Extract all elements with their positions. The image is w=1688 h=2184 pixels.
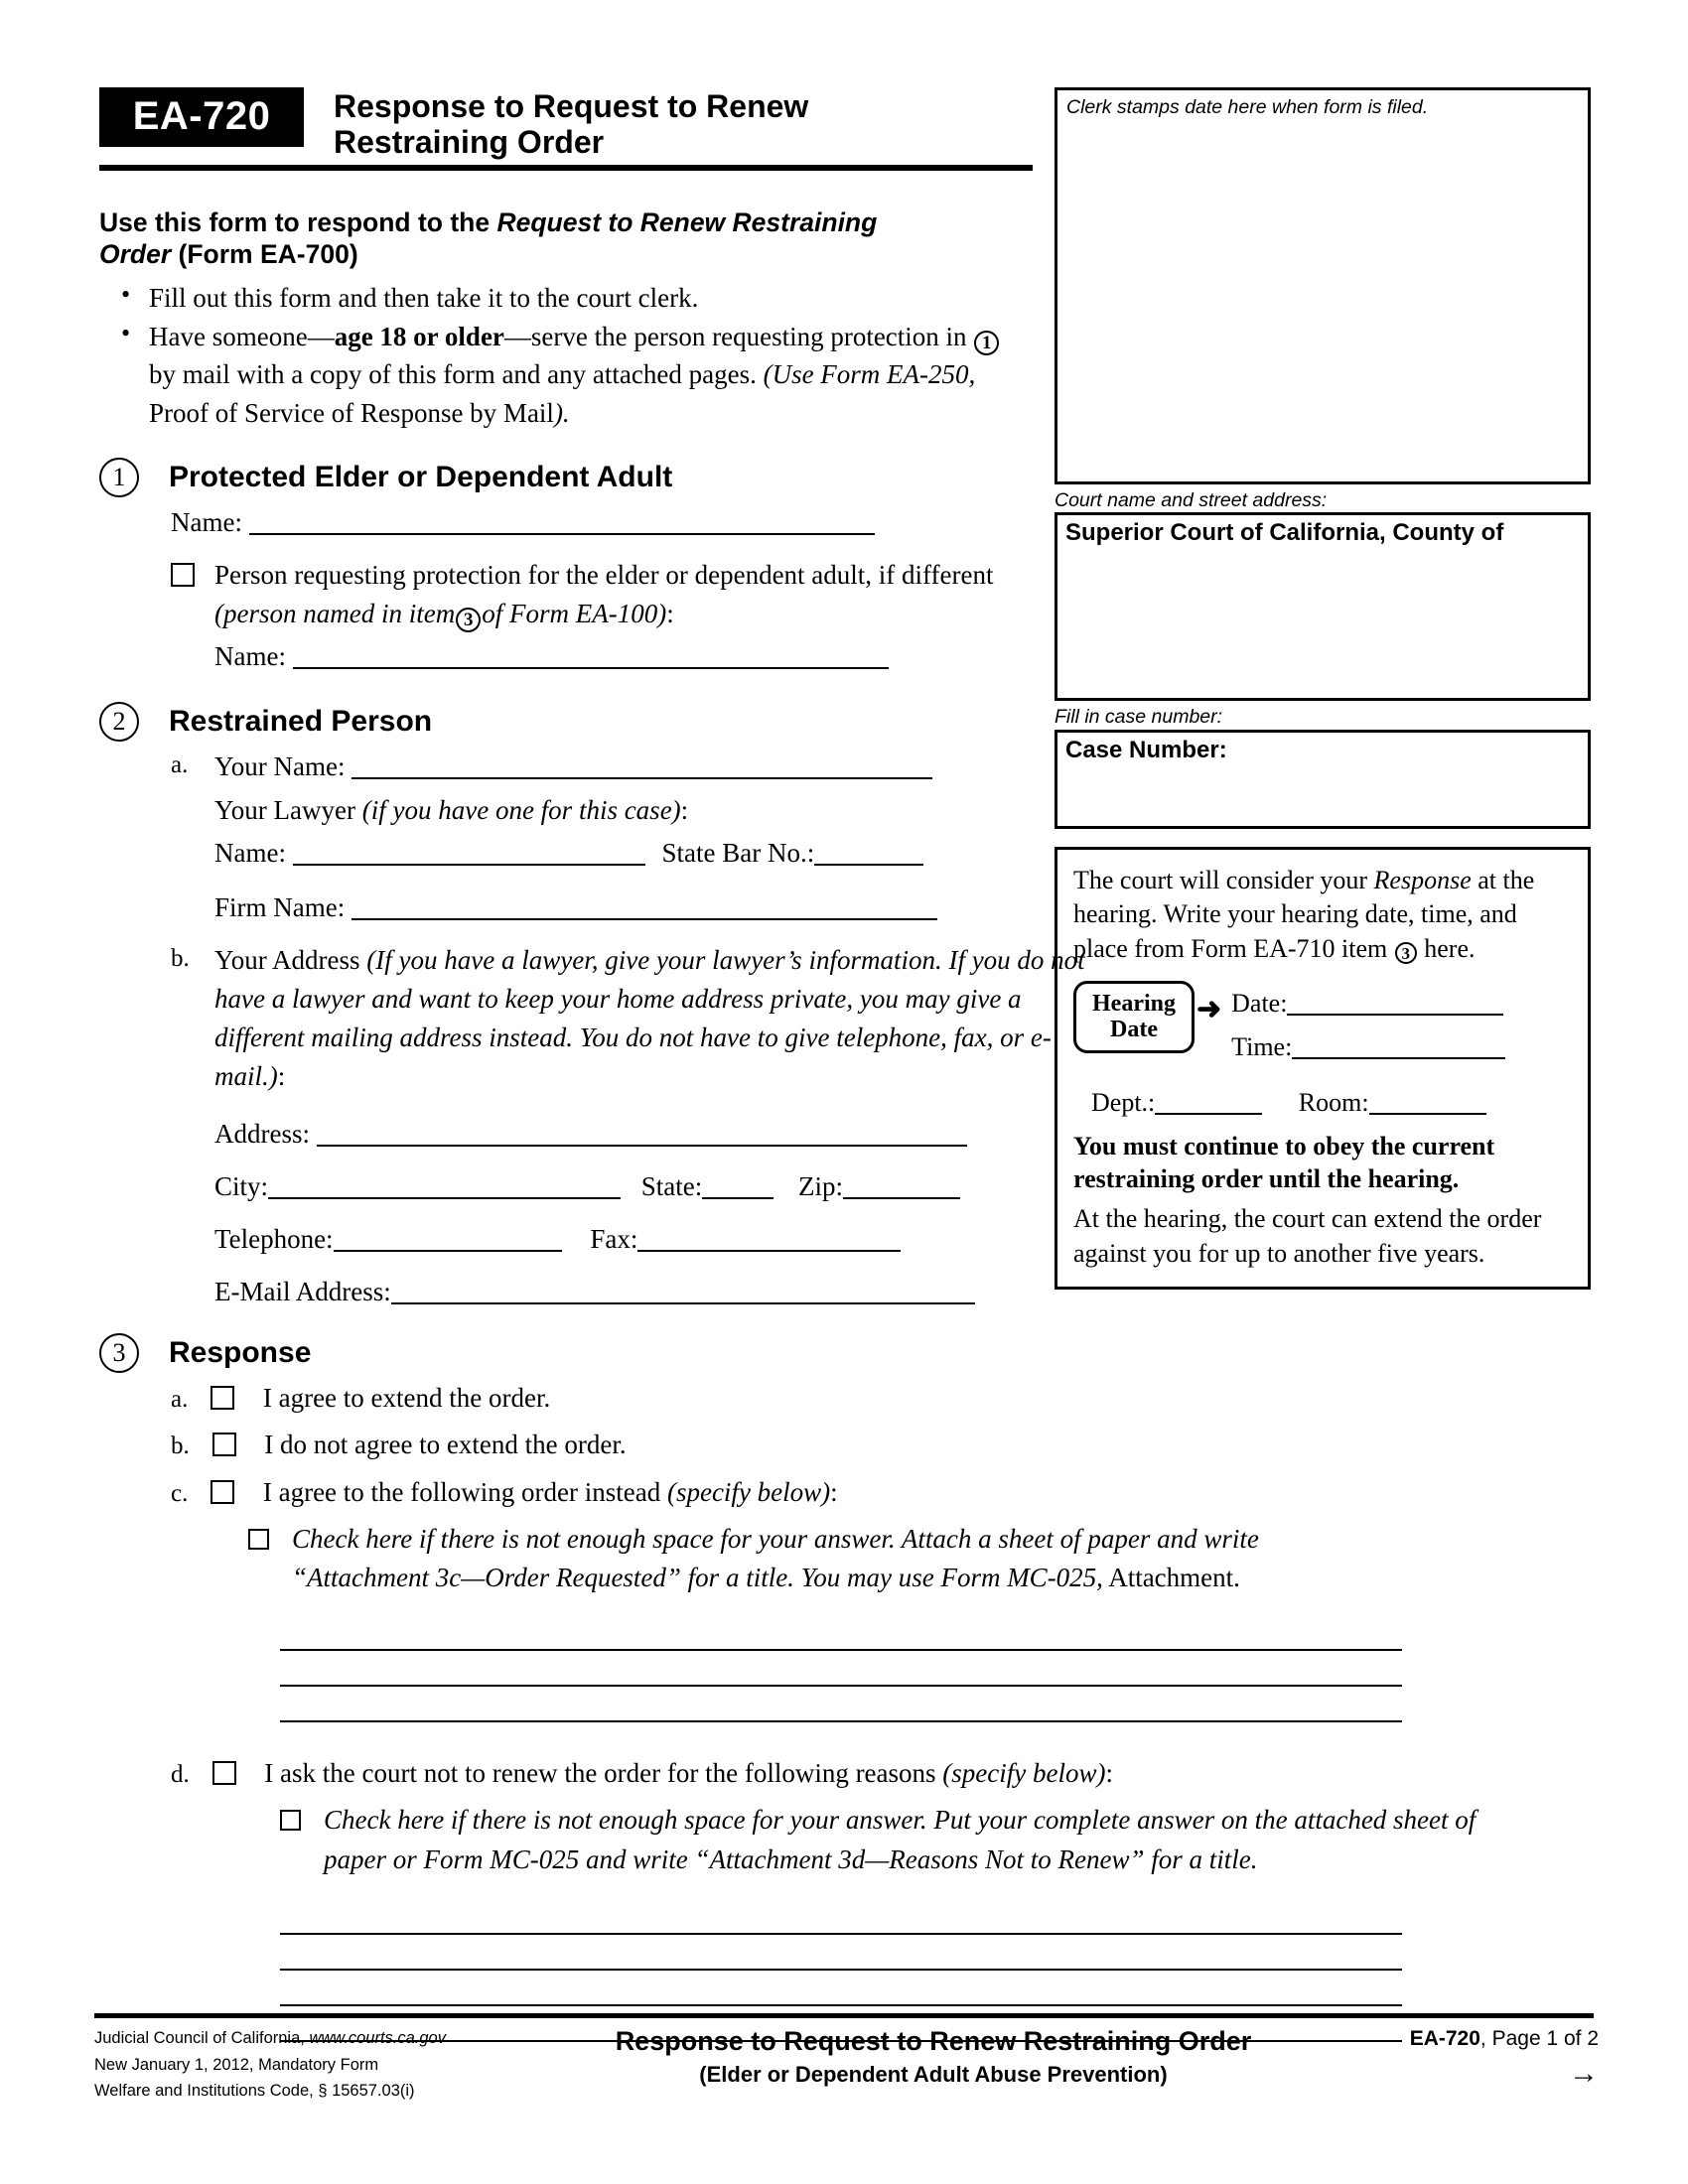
email-row — [214, 1273, 1088, 1311]
city-state-zip-row — [214, 1167, 1088, 1206]
hearing-text-part1: The court will consider your — [1073, 865, 1374, 894]
footer-website: www.courts.ca.gov — [309, 2029, 446, 2047]
item-2b-letter: b. — [171, 945, 190, 973]
telephone-label: Telephone: — [214, 1223, 334, 1254]
case-number-label: Fill in case number: — [1055, 706, 1223, 729]
response-d-italic: (specify below) — [942, 1758, 1106, 1789]
court-name-value: Superior Court of California, County of — [1065, 519, 1504, 547]
form-number-badge: EA-720 — [99, 87, 304, 147]
hearing-time-input[interactable] — [1292, 1057, 1505, 1059]
protected-name-input[interactable] — [249, 533, 875, 535]
bullet-2-part1: Have someone— — [149, 321, 335, 351]
form-title-line1: Response to Request to Renew — [334, 88, 809, 124]
state-label: State: — [640, 1170, 703, 1201]
form-title-line2: Restraining Order — [334, 123, 605, 160]
section-1-title: Protected Elder or Dependent Adult — [169, 460, 673, 493]
use-note-part1: Use this form to respond to the — [99, 207, 497, 237]
hearing-text-part2: at the hearing. Write your hearing date, time, and place from Form EA-710 item — [1073, 865, 1535, 964]
inline-item-marker-1: 1 — [974, 331, 999, 355]
form-footer — [94, 2025, 1599, 2105]
different-person-text1: Person requesting protection for the elder or dependent adult, if different — [214, 560, 994, 591]
hearing-extension-note: At the hearing, the court can extend the order against you for up to another five years. — [1073, 1204, 1542, 1268]
protected-name-row — [171, 503, 1053, 542]
hearing-date-badge-line2: Date — [1110, 1017, 1158, 1042]
response-a-checkbox[interactable] — [211, 1386, 234, 1410]
bullet-2-part2: —serve the person requesting protection in — [503, 321, 974, 351]
footer-title-line2: (Elder or Dependent Adult Abuse Prevention) — [699, 2061, 1168, 2087]
response-c-attachment-italic: Check here if there is not enough space for your answer. Attach a sheet of paper and write “Attachment 3c—Order Requested” for a title. You may use Form MC-025, — [292, 1523, 1259, 1593]
use-note-italic: Request to Renew Restraining Order — [99, 207, 878, 269]
section-2-title: Restrained Person — [169, 705, 433, 739]
response-c-attachment-checkbox[interactable] — [248, 1529, 269, 1550]
hearing-text-part3: here. — [1417, 934, 1476, 964]
hearing-date-badge-line1: Hearing — [1092, 990, 1176, 1017]
section-1 — [99, 458, 1053, 677]
response-d-letter: d. — [171, 1761, 190, 1789]
different-person-name-input[interactable] — [293, 667, 889, 669]
your-lawyer-row — [214, 791, 1078, 830]
use-this-form-note — [99, 207, 923, 271]
response-d-colon: : — [1105, 1758, 1114, 1789]
your-address-label: Your Address — [214, 945, 367, 976]
firm-name-label: Firm Name: — [214, 891, 346, 922]
your-lawyer-italic: (if you have one for this case) — [361, 794, 681, 825]
response-c-checkbox[interactable] — [211, 1480, 234, 1504]
response-item-d — [171, 1754, 1477, 1879]
answer-line[interactable] — [280, 1651, 1402, 1687]
response-d-answer-lines — [280, 1899, 1053, 2042]
instruction-bullet-1 — [99, 279, 1013, 317]
court-name-box[interactable] — [1055, 512, 1591, 701]
response-d-checkbox[interactable] — [212, 1761, 236, 1785]
response-d-attach-checkbox-wrap — [280, 1801, 301, 1840]
room-input[interactable] — [1369, 1113, 1486, 1115]
footer-revision-line: New January 1, 2012, Mandatory Form — [94, 2055, 379, 2074]
response-b-text: I do not agree to extend the order. — [264, 1430, 627, 1460]
different-person-name-row — [214, 637, 1039, 676]
hearing-text-italic: Response — [1373, 865, 1472, 894]
item-2a-letter: a. — [171, 751, 189, 779]
different-person-row — [171, 556, 1039, 676]
your-address-intro — [214, 941, 1088, 1097]
response-d-attachment-italic: Check here if there is not enough space for your answer. Put your complete answer on the attached sheet of paper or Form MC-025 and write “Attachment 3d—Reasons Not to Renew” for a title. — [324, 1805, 1477, 1874]
section-3-header — [99, 1333, 1053, 1373]
form-title — [334, 87, 808, 161]
answer-line[interactable] — [280, 1935, 1402, 1971]
obey-order-warning: You must continue to obey the current restraining order until the hearing. — [1073, 1131, 1495, 1194]
city-label: City: — [214, 1170, 269, 1201]
response-d-attachment-checkbox[interactable] — [280, 1810, 301, 1831]
firm-name-row — [214, 888, 1078, 927]
response-d-main — [171, 1754, 1114, 1793]
different-person-italic2: of Form EA-100) — [482, 599, 667, 629]
footer-divider — [94, 2013, 1594, 2018]
response-b-letter: b. — [171, 1433, 190, 1460]
section-1-header — [99, 458, 1053, 497]
response-c-main — [171, 1473, 1053, 1512]
room-label: Room: — [1298, 1087, 1369, 1117]
arrow-right-icon: ➜ — [1196, 992, 1222, 1025]
your-lawyer-label: Your Lawyer — [214, 794, 362, 825]
bullet-2-italic: (Use Form EA-250, — [763, 359, 976, 390]
section-2-number: 2 — [99, 702, 139, 742]
hearing-date-fields — [1231, 981, 1505, 1078]
hearing-date-field-row — [1231, 988, 1505, 1018]
section-3-title: Response — [169, 1336, 312, 1370]
bar-number-label: State Bar No.: — [661, 837, 815, 868]
dept-input[interactable] — [1155, 1113, 1262, 1115]
inline-item-marker-3: 3 — [456, 608, 481, 632]
inline-item-marker-3b: 3 — [1395, 942, 1417, 964]
footer-page-info — [1345, 2025, 1599, 2105]
zip-input[interactable] — [843, 1197, 960, 1199]
footer-council-text: Judicial Council of California, — [94, 2029, 310, 2047]
instruction-bullets — [99, 279, 1053, 432]
lawyer-name-row — [214, 834, 1078, 873]
hearing-date-label: Date: — [1231, 988, 1288, 1018]
case-number-box[interactable] — [1055, 730, 1591, 829]
bullet-2-bold: age 18 or older — [334, 321, 504, 351]
bullet-2-part4: Proof of Service of Response by Mail — [149, 397, 554, 428]
address-label: Address: — [214, 1118, 310, 1149]
form-right-column — [1055, 87, 1591, 1290]
lawyer-name-label: Name: — [214, 837, 286, 868]
address-input[interactable] — [317, 1145, 967, 1147]
hearing-time-label: Time: — [1231, 1031, 1293, 1061]
court-name-label: Court name and street address: — [1055, 489, 1328, 511]
zip-label: Zip: — [798, 1170, 844, 1201]
response-b-checkbox[interactable] — [212, 1433, 236, 1456]
different-person-italic1: (person named in item — [214, 599, 456, 629]
footer-council-line — [94, 2025, 521, 2052]
section-2 — [99, 702, 1085, 1311]
next-page-arrow-icon: → — [1569, 2057, 1599, 2090]
section-1-body — [171, 503, 1053, 677]
footer-left-info — [94, 2025, 521, 2105]
your-lawyer-colon: : — [680, 794, 689, 825]
instruction-bullet-2 — [99, 318, 1013, 432]
footer-code-line: Welfare and Institutions Code, § 15657.03(i) — [94, 2082, 415, 2101]
header-divider — [99, 165, 1033, 171]
footer-center-title — [521, 2025, 1345, 2105]
form-header — [99, 87, 1033, 171]
response-item-a — [171, 1379, 1053, 1418]
answer-line[interactable] — [280, 1899, 1402, 1935]
bullet-1-text: Fill out this form and then take it to the court clerk. — [149, 282, 699, 313]
answer-line[interactable] — [280, 1615, 1402, 1651]
city-input[interactable] — [268, 1197, 621, 1199]
footer-title-line1: Response to Request to Renew Restraining Order — [615, 2026, 1252, 2056]
different-person-checkbox-wrap — [171, 556, 195, 595]
hearing-instruction-text — [1073, 864, 1572, 967]
section-1-number: 1 — [99, 458, 139, 497]
fax-input[interactable] — [637, 1250, 901, 1252]
response-item-b — [171, 1426, 1053, 1464]
section-2-header — [99, 702, 1053, 742]
footer-page-line — [1345, 2027, 1599, 2051]
answer-line[interactable] — [280, 1971, 1402, 2006]
hearing-info-box — [1055, 847, 1591, 1290]
your-name-label: Your Name: — [214, 751, 346, 782]
response-item-c — [171, 1473, 1259, 1598]
your-address-italic: (If you have a lawyer, give your lawyer’s information. If you do not have a lawyer and want to keep your home address private, you may give a different mailing address instead. You do not have to give telephone, fax, or e-mail.) — [214, 945, 1085, 1092]
footer-form-number: EA-720 — [1409, 2027, 1480, 2050]
response-c-attachment — [248, 1520, 1344, 1597]
case-number-value: Case Number: — [1065, 736, 1227, 763]
your-address-colon: : — [277, 1061, 286, 1092]
response-c-colon: : — [830, 1476, 838, 1507]
hearing-date-row — [1073, 981, 1572, 1078]
clerk-stamp-label: Clerk stamps date here when form is filed. — [1066, 96, 1429, 118]
dept-room-row — [1073, 1088, 1572, 1118]
response-c-attach-checkbox-wrap — [248, 1520, 269, 1559]
item-2a — [171, 748, 1078, 927]
response-c-attachment-plain: Attachment. — [1102, 1563, 1240, 1593]
bullet-2-part3: by mail with a copy of this form and any attached pages. — [149, 359, 764, 390]
hearing-date-badge — [1073, 981, 1195, 1054]
lawyer-name-input[interactable] — [293, 864, 645, 866]
different-person-name-label: Name: — [214, 641, 286, 672]
response-c-letter: c. — [171, 1479, 189, 1507]
address-row — [214, 1115, 1088, 1154]
response-c-text: I agree to the following order instead — [262, 1476, 667, 1507]
telephone-input[interactable] — [334, 1250, 562, 1252]
different-person-text2: : — [666, 599, 674, 629]
dept-label: Dept.: — [1091, 1087, 1156, 1117]
your-name-row — [214, 748, 1078, 786]
bullet-2-italic2: ). — [553, 397, 570, 428]
footer-page-count: , Page 1 of 2 — [1479, 2027, 1599, 2050]
hearing-time-field-row — [1231, 1031, 1505, 1061]
response-d-attachment — [280, 1801, 1485, 1878]
firm-name-input[interactable] — [352, 918, 937, 920]
response-c-answer-lines — [280, 1615, 1053, 1722]
answer-line[interactable] — [280, 1687, 1402, 1722]
protected-name-label: Name: — [171, 506, 242, 537]
response-d-text: I ask the court not to renew the order for the following reasons — [264, 1758, 943, 1789]
bar-number-input[interactable] — [814, 864, 923, 866]
state-input[interactable] — [702, 1197, 774, 1199]
your-name-input[interactable] — [352, 777, 932, 779]
email-input[interactable] — [391, 1302, 975, 1304]
response-a-text: I agree to extend the order. — [262, 1383, 551, 1414]
response-a-letter: a. — [171, 1386, 189, 1414]
hearing-date-input[interactable] — [1287, 1014, 1503, 1016]
telephone-fax-row — [214, 1220, 1088, 1259]
response-c-italic: (specify below) — [666, 1476, 831, 1507]
email-label: E-Mail Address: — [214, 1277, 391, 1307]
clerk-stamp-box — [1055, 87, 1591, 484]
fax-label: Fax: — [590, 1223, 638, 1254]
section-3-number: 3 — [99, 1333, 139, 1373]
item-2b — [171, 941, 1088, 1311]
section-2-body — [171, 748, 1085, 1311]
use-note-part2: (Form EA-700) — [171, 238, 358, 269]
different-person-checkbox[interactable] — [171, 563, 195, 587]
